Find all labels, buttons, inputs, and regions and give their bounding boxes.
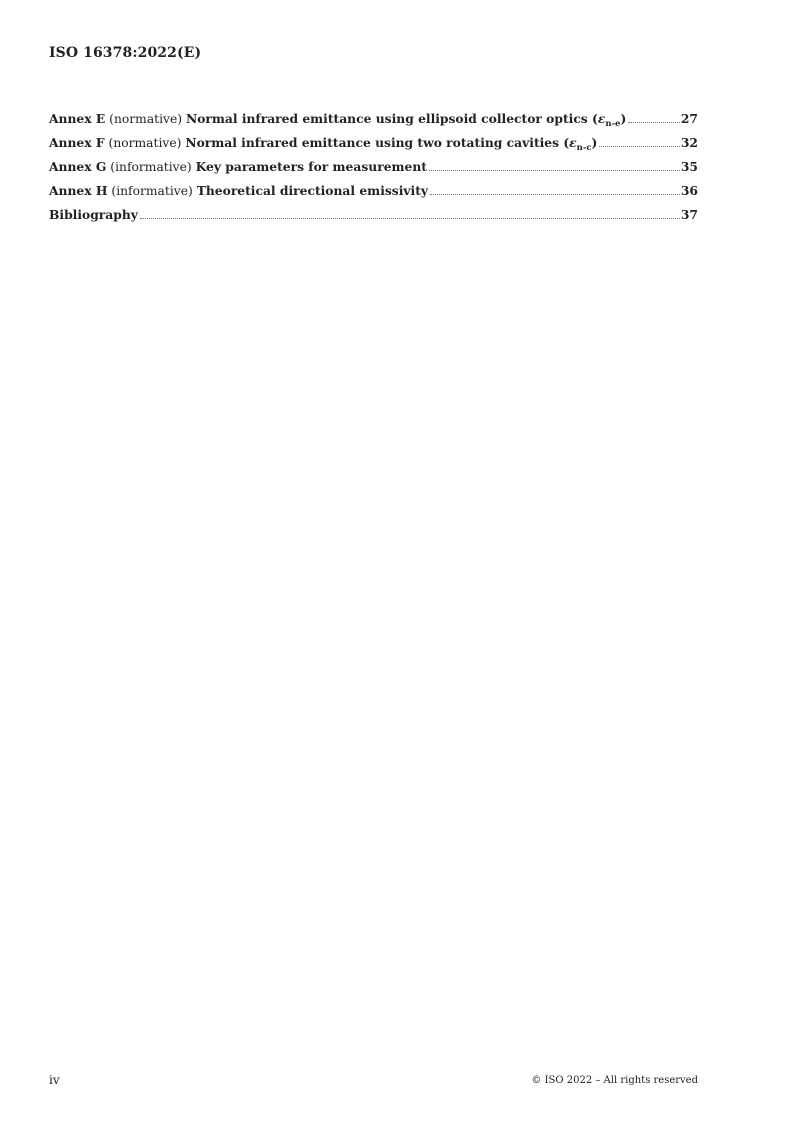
emittance-symbol: ε (569, 135, 577, 150)
emittance-subscript: n-e (605, 119, 621, 129)
dot-leader (140, 218, 680, 219)
toc-entry-text (49, 111, 626, 129)
annex-title-end: ) (620, 111, 627, 126)
page-number: 35 (680, 159, 698, 174)
toc-entry-annex-f[interactable] (49, 135, 698, 159)
dot-leader (628, 122, 680, 123)
annex-label: Annex F (49, 135, 105, 150)
annex-type: (normative) (109, 112, 183, 126)
toc-entry-annex-g[interactable] (49, 159, 698, 183)
annex-title-end: ) (591, 135, 598, 150)
annex-title: Normal infrared emittance using ellipsoid collector optics ( (185, 111, 598, 126)
toc-entry-annex-h[interactable] (49, 183, 698, 207)
annex-label: Annex H (49, 183, 108, 198)
document-header: ISO 16378:2022(E) (49, 45, 202, 61)
page-number: 27 (680, 111, 698, 126)
toc-entry-text (49, 183, 428, 198)
annex-label: Annex E (49, 111, 106, 126)
annex-type: (informative) (111, 184, 193, 198)
page-number: 32 (680, 135, 698, 150)
dot-leader (599, 146, 680, 147)
annex-type: (normative) (108, 136, 182, 150)
toc-entry-text (49, 159, 427, 174)
annex-title: Key parameters for measurement (195, 159, 427, 174)
annex-title: Theoretical directional emissivity (196, 183, 429, 198)
bibliography-title: Bibliography (49, 207, 138, 222)
dot-leader (430, 194, 680, 195)
toc-entry-annex-e[interactable] (49, 111, 698, 135)
page-number: 36 (680, 183, 698, 198)
emittance-subscript: n-c (576, 143, 592, 153)
toc-entry-bibliography[interactable] (49, 207, 698, 231)
page-number: 37 (680, 207, 698, 222)
annex-type: (informative) (110, 160, 192, 174)
dot-leader (429, 170, 680, 171)
annex-label: Annex G (49, 159, 107, 174)
footer-copyright: © ISO 2022 – All rights reserved (531, 1075, 698, 1086)
table-of-contents (49, 111, 698, 231)
toc-entry-text (49, 135, 597, 153)
footer-page-number: iv (49, 1073, 60, 1087)
emittance-symbol: ε (597, 111, 606, 126)
annex-title: Normal infrared emittance using two rotating cavities ( (185, 135, 570, 150)
